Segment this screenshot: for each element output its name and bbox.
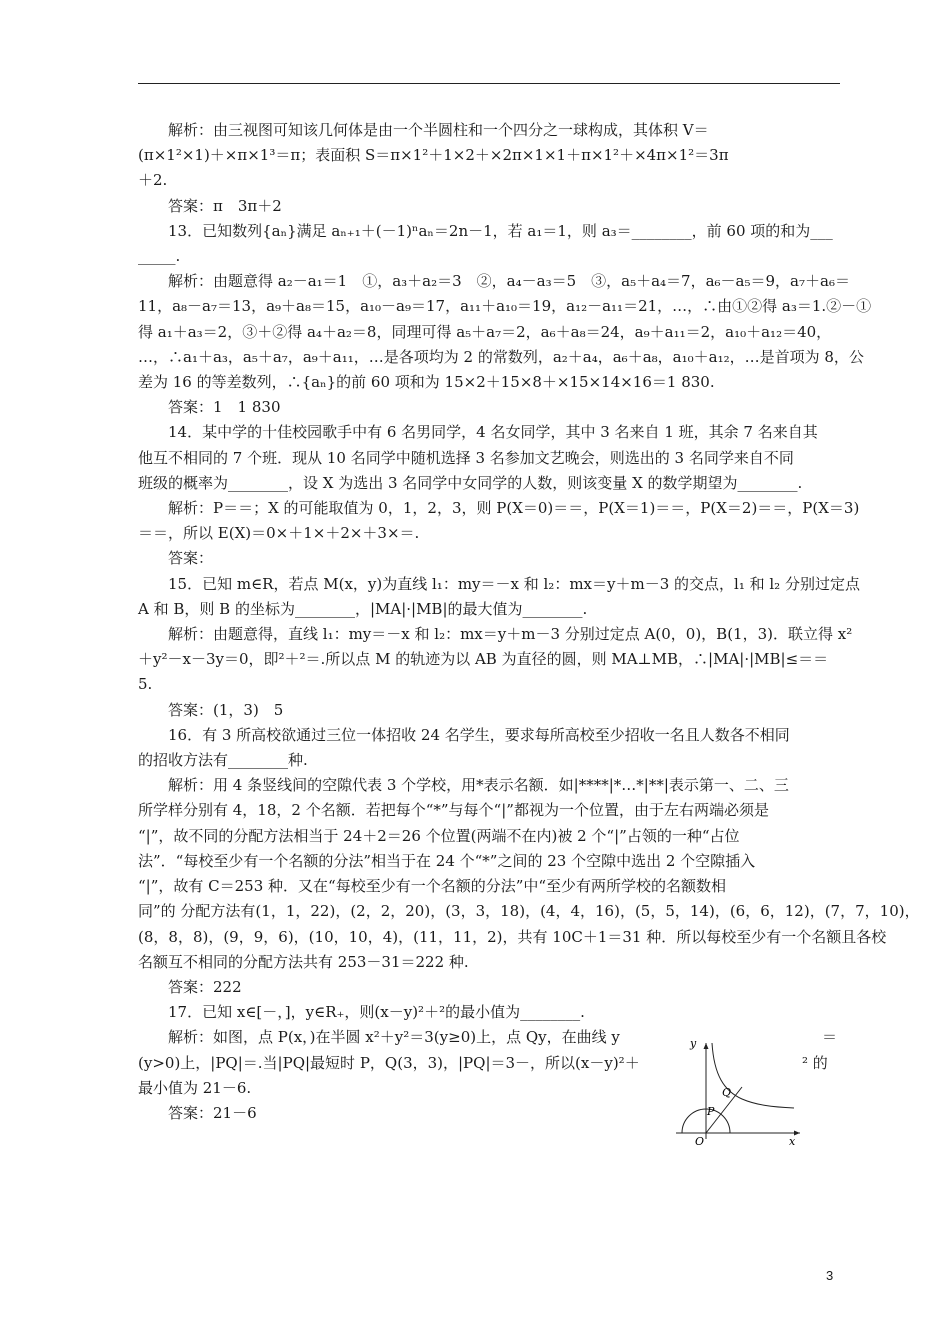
- text-line: 5.: [138, 675, 153, 694]
- text-line: 解析：由题意得 a₂－a₁＝1 ①，a₃＋a₂＝3 ②，a₄－a₃＝5 ③，a₅＋a₄＝7，a₆－a₅＝9，a₇＋a₆＝: [168, 272, 850, 291]
- text-line: _____.: [138, 247, 181, 266]
- point-p-label: P: [707, 1105, 715, 1118]
- text-line: …，∴a₁＋a₃，a₅＋a₇，a₉＋a₁₁，…是各项均为 2 的常数列，a₂＋a₄，a₆＋a₈，a₁₀＋a₁₂，…是首项为 8，公: [138, 347, 864, 366]
- text-line: ＋2.: [138, 171, 168, 190]
- answer-line: 答案：222: [168, 977, 242, 996]
- text-line: (8，8，8)，(9，9，6)，(10，10，4)，(11，11，2)，共有 10C＋1＝31 种．所以每校至少有一个名额且各校: [138, 927, 887, 946]
- origin-label: O: [695, 1135, 705, 1147]
- text-line: 名额互不相同的分配方法共有 253－31＝222 种.: [138, 952, 469, 971]
- text-line: 所学样分别有 4，18，2 个名额．若把每个“*”与每个“|”都视为一个位置，由于左右两端必须是: [138, 801, 769, 820]
- text-line: ＝＝，所以 E(X)＝0×＋1×＋2×＋3×＝.: [138, 524, 420, 543]
- y-axis-arrow: [704, 1043, 709, 1049]
- text-line: 解析：如图，点 P(x，)在半圆 x²＋y²＝3(y≥0)上，点 Qy，在曲线 y: [168, 1028, 620, 1047]
- point-q-label: Q: [722, 1086, 732, 1099]
- question-line: 17．已知 x∈[－，]，y∈R₊，则(x－y)²＋²的最小值为________.: [168, 1003, 585, 1022]
- text-line: 解析：用 4 条竖线间的空隙代表 3 个学校，用*表示名额．如|****|*…*|**|表示第一、二、三: [168, 776, 789, 795]
- text-line: 法”．“每校至少有一个名额的分法”相当于在 24 个“*”之间的 23 个空隙中选出 2 个空隙插入: [138, 851, 756, 870]
- question-line: 15．已知 m∈R，若点 M(x，y)为直线 l₁：my＝－x 和 l₂：mx＝y＋m－3 的交点，l₁ 和 l₂ 分别过定点: [168, 574, 860, 593]
- text-line: 解析：由题意得，直线 l₁：my＝－x 和 l₂：mx＝y＋m－3 分别过定点 A(0，0)，B(1，3)．联立得 x²: [168, 625, 853, 644]
- header-rule: [138, 83, 840, 84]
- text-line: 11，a₈－a₇＝13，a₉＋a₈＝15，a₁₀－a₉＝17，a₁₁＋a₁₀＝19，a₁₂－a₁₁＝21，…，∴由①②得 a₃＝1.②－①: [138, 297, 872, 316]
- text-line: “|”，故不同的分配方法相当于 24＋2＝26 个位置(两端不在内)被 2 个“|”占领的一种“占位: [138, 826, 740, 845]
- solution-text: [138, 118, 920, 1126]
- page-number: 3: [826, 1268, 834, 1283]
- text-line: A 和 B，则 B 的坐标为________，|MA|·|MB|的最大值为________.: [138, 599, 588, 618]
- answer-line: 答案：π 3π＋2: [168, 196, 282, 215]
- text-line: (π×1²×1)＋×π×1³＝π；表面积 S＝π×1²＋1×2＋×2π×1×1＋π×1²＋×4π×1²＝3π: [138, 146, 729, 165]
- answer-line: 答案：(1，3) 5: [168, 700, 284, 719]
- answer-line: 答案：: [168, 549, 214, 568]
- text-line: (y>0)上，|PQ|＝.当|PQ|最短时 P，Q(3，3)，|PQ|＝3－，所以(x－y)²＋: [138, 1053, 640, 1072]
- y-axis-label: y: [690, 1037, 697, 1050]
- x-axis-label: x: [789, 1135, 796, 1147]
- text-line: 他互不相同的 7 个班．现从 10 名同学中随机选择 3 名参加文艺晚会，则选出的 3 名同学来自不同: [138, 448, 794, 467]
- curve-figure: [668, 1035, 806, 1147]
- text-line: 解析：P＝＝；X 的可能取值为 0，1，2，3，则 P(X＝0)＝＝，P(X＝1)＝＝，P(X＝2)＝＝，P(X＝3): [168, 499, 860, 518]
- answer-line: 答案：1 1 830: [168, 398, 281, 417]
- text-line: 班级的概率为________，设 X 为选出 3 名同学中女同学的人数，则该变量 X 的数学期望为________.: [138, 473, 803, 492]
- question-line: 16．有 3 所高校欲通过三位一体招收 24 名学生，要求每所高校至少招收一名且人数各不相同: [168, 725, 790, 744]
- text-line: ＋y²－x－3y＝0，即²＋²＝.所以点 M 的轨迹为以 AB 为直径的圆，则 MA⊥MB，∴|MA|·|MB|≤＝＝: [138, 650, 829, 669]
- text-line: 得 a₁＋a₃＝2，③＋②得 a₄＋a₂＝8，同理可得 a₅＋a₇＝2，a₆＋a₈＝24，a₉＋a₁₁＝2，a₁₀＋a₁₂＝40，: [138, 322, 832, 341]
- text-fragment: ² 的: [802, 1053, 828, 1072]
- text-line: 差为 16 的等差数列，∴{aₙ}的前 60 项和为 15×2＋15×8＋×15×14×16＝1 830.: [138, 373, 715, 392]
- question-line: 13．已知数列{aₙ}满足 aₙ₊₁＋(－1)ⁿaₙ＝2n－1，若 a₁＝1，则 a₃＝________，前 60 项的和为___: [168, 221, 833, 240]
- text-fragment: ＝: [822, 1028, 838, 1047]
- answer-line: 答案：21－6: [168, 1103, 257, 1122]
- question-line: 14．某中学的十佳校园歌手中有 6 名男同学，4 名女同学，其中 3 名来自 1 班，其余 7 名来自其: [168, 423, 818, 442]
- text-line: 的招收方法有________种.: [138, 751, 308, 770]
- text-line: 最小值为 21－6.: [138, 1078, 252, 1097]
- text-line: “|”，故有 C＝253 种．又在“每校至少有一个名额的分法”中“至少有两所学校的名额数相: [138, 877, 727, 896]
- text-line: 解析：由三视图可知该几何体是由一个半圆柱和一个四分之一球构成，其体积 V＝: [168, 121, 709, 139]
- text-line: 同”的 分配方法有(1，1，22)，(2，2，20)，(3，3，18)，(4，4，16)，(5，5，14)，(6，6，12)，(7，7，10)，: [138, 902, 920, 921]
